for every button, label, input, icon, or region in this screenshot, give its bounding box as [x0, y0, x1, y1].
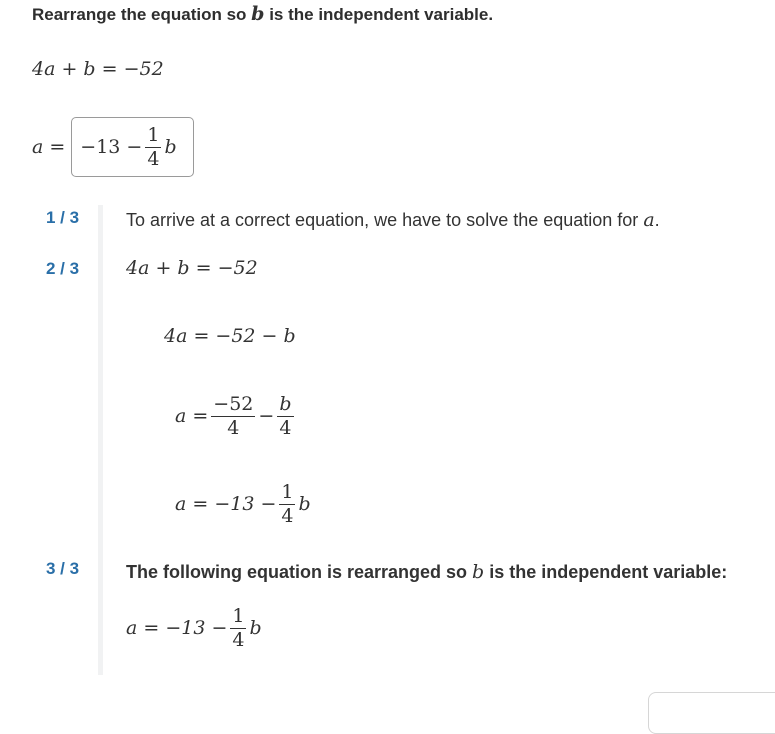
answer-fraction-denominator: 4	[147, 147, 160, 170]
step-2-line-3	[175, 394, 297, 439]
given-equation: 4a + b = −52	[32, 58, 164, 80]
step-3-result-equation	[126, 606, 262, 651]
step-2-line-3-fraction-1-denominator: 4	[227, 416, 240, 439]
step-2-line-4-fraction-denominator: 4	[281, 504, 294, 527]
question-prompt	[32, 3, 493, 25]
step-3-result-fraction	[230, 606, 246, 651]
step-1-text-after: .	[654, 210, 660, 230]
step-3-result-lhs: a = −13 −	[126, 617, 228, 640]
step-2-line-2: 4a = −52 − b	[164, 325, 296, 347]
answer-lhs: a =	[32, 136, 66, 158]
step-3-text-before: The following equation is rearranged so	[126, 562, 473, 582]
step-3-text-after: is the independent variable:	[484, 562, 728, 582]
answer-fraction	[145, 125, 161, 170]
step-2-line-3-fraction-2	[277, 394, 293, 439]
step-2-line-3-fraction-2-numerator: b	[279, 393, 292, 415]
corner-panel	[648, 692, 775, 734]
step-2-label: 2 / 3	[46, 259, 80, 278]
answer-prefix: −13 −	[80, 136, 143, 158]
step-2-line-4-fraction	[279, 482, 295, 527]
step-2-line-4-fraction-numerator: 1	[281, 481, 294, 503]
step-3-result-fraction-numerator: 1	[232, 605, 245, 627]
step-3-text	[126, 561, 727, 583]
step-1-label: 1 / 3	[46, 208, 80, 227]
step-2-line-4-lhs: a = −13 −	[175, 493, 277, 516]
step-2-line-3-lhs: a =	[175, 405, 209, 428]
answer-suffix: b	[164, 136, 177, 158]
step-1-text-before: To arrive at a correct equation, we have to solve the equation for	[126, 210, 644, 230]
step-3-result-fraction-denominator: 4	[232, 628, 245, 651]
step-3-label: 3 / 3	[46, 559, 80, 578]
step-2-line-3-operator: −	[258, 405, 275, 428]
step-1-variable: a	[643, 209, 655, 231]
step-1-text	[126, 209, 660, 231]
step-3-variable: b	[472, 561, 485, 583]
step-2-line-3-fraction-1-numerator: −52	[213, 393, 254, 415]
question-variable: b	[251, 3, 265, 25]
answer-input-box[interactable]	[71, 117, 193, 177]
answer-row	[32, 116, 194, 178]
question-text-before: Rearrange the equation so	[32, 5, 252, 24]
step-2-line-4-suffix: b	[298, 493, 311, 516]
answer-fraction-numerator: 1	[147, 123, 160, 146]
step-3-result-suffix: b	[249, 617, 262, 640]
question-text-after: is the independent variable.	[264, 5, 494, 24]
steps-divider	[98, 205, 103, 675]
step-2-line-1: 4a + b = −52	[126, 257, 258, 279]
step-2-line-3-fraction-1	[211, 394, 255, 439]
step-2-line-3-fraction-2-denominator: 4	[279, 416, 292, 439]
step-2-line-4	[175, 482, 311, 527]
